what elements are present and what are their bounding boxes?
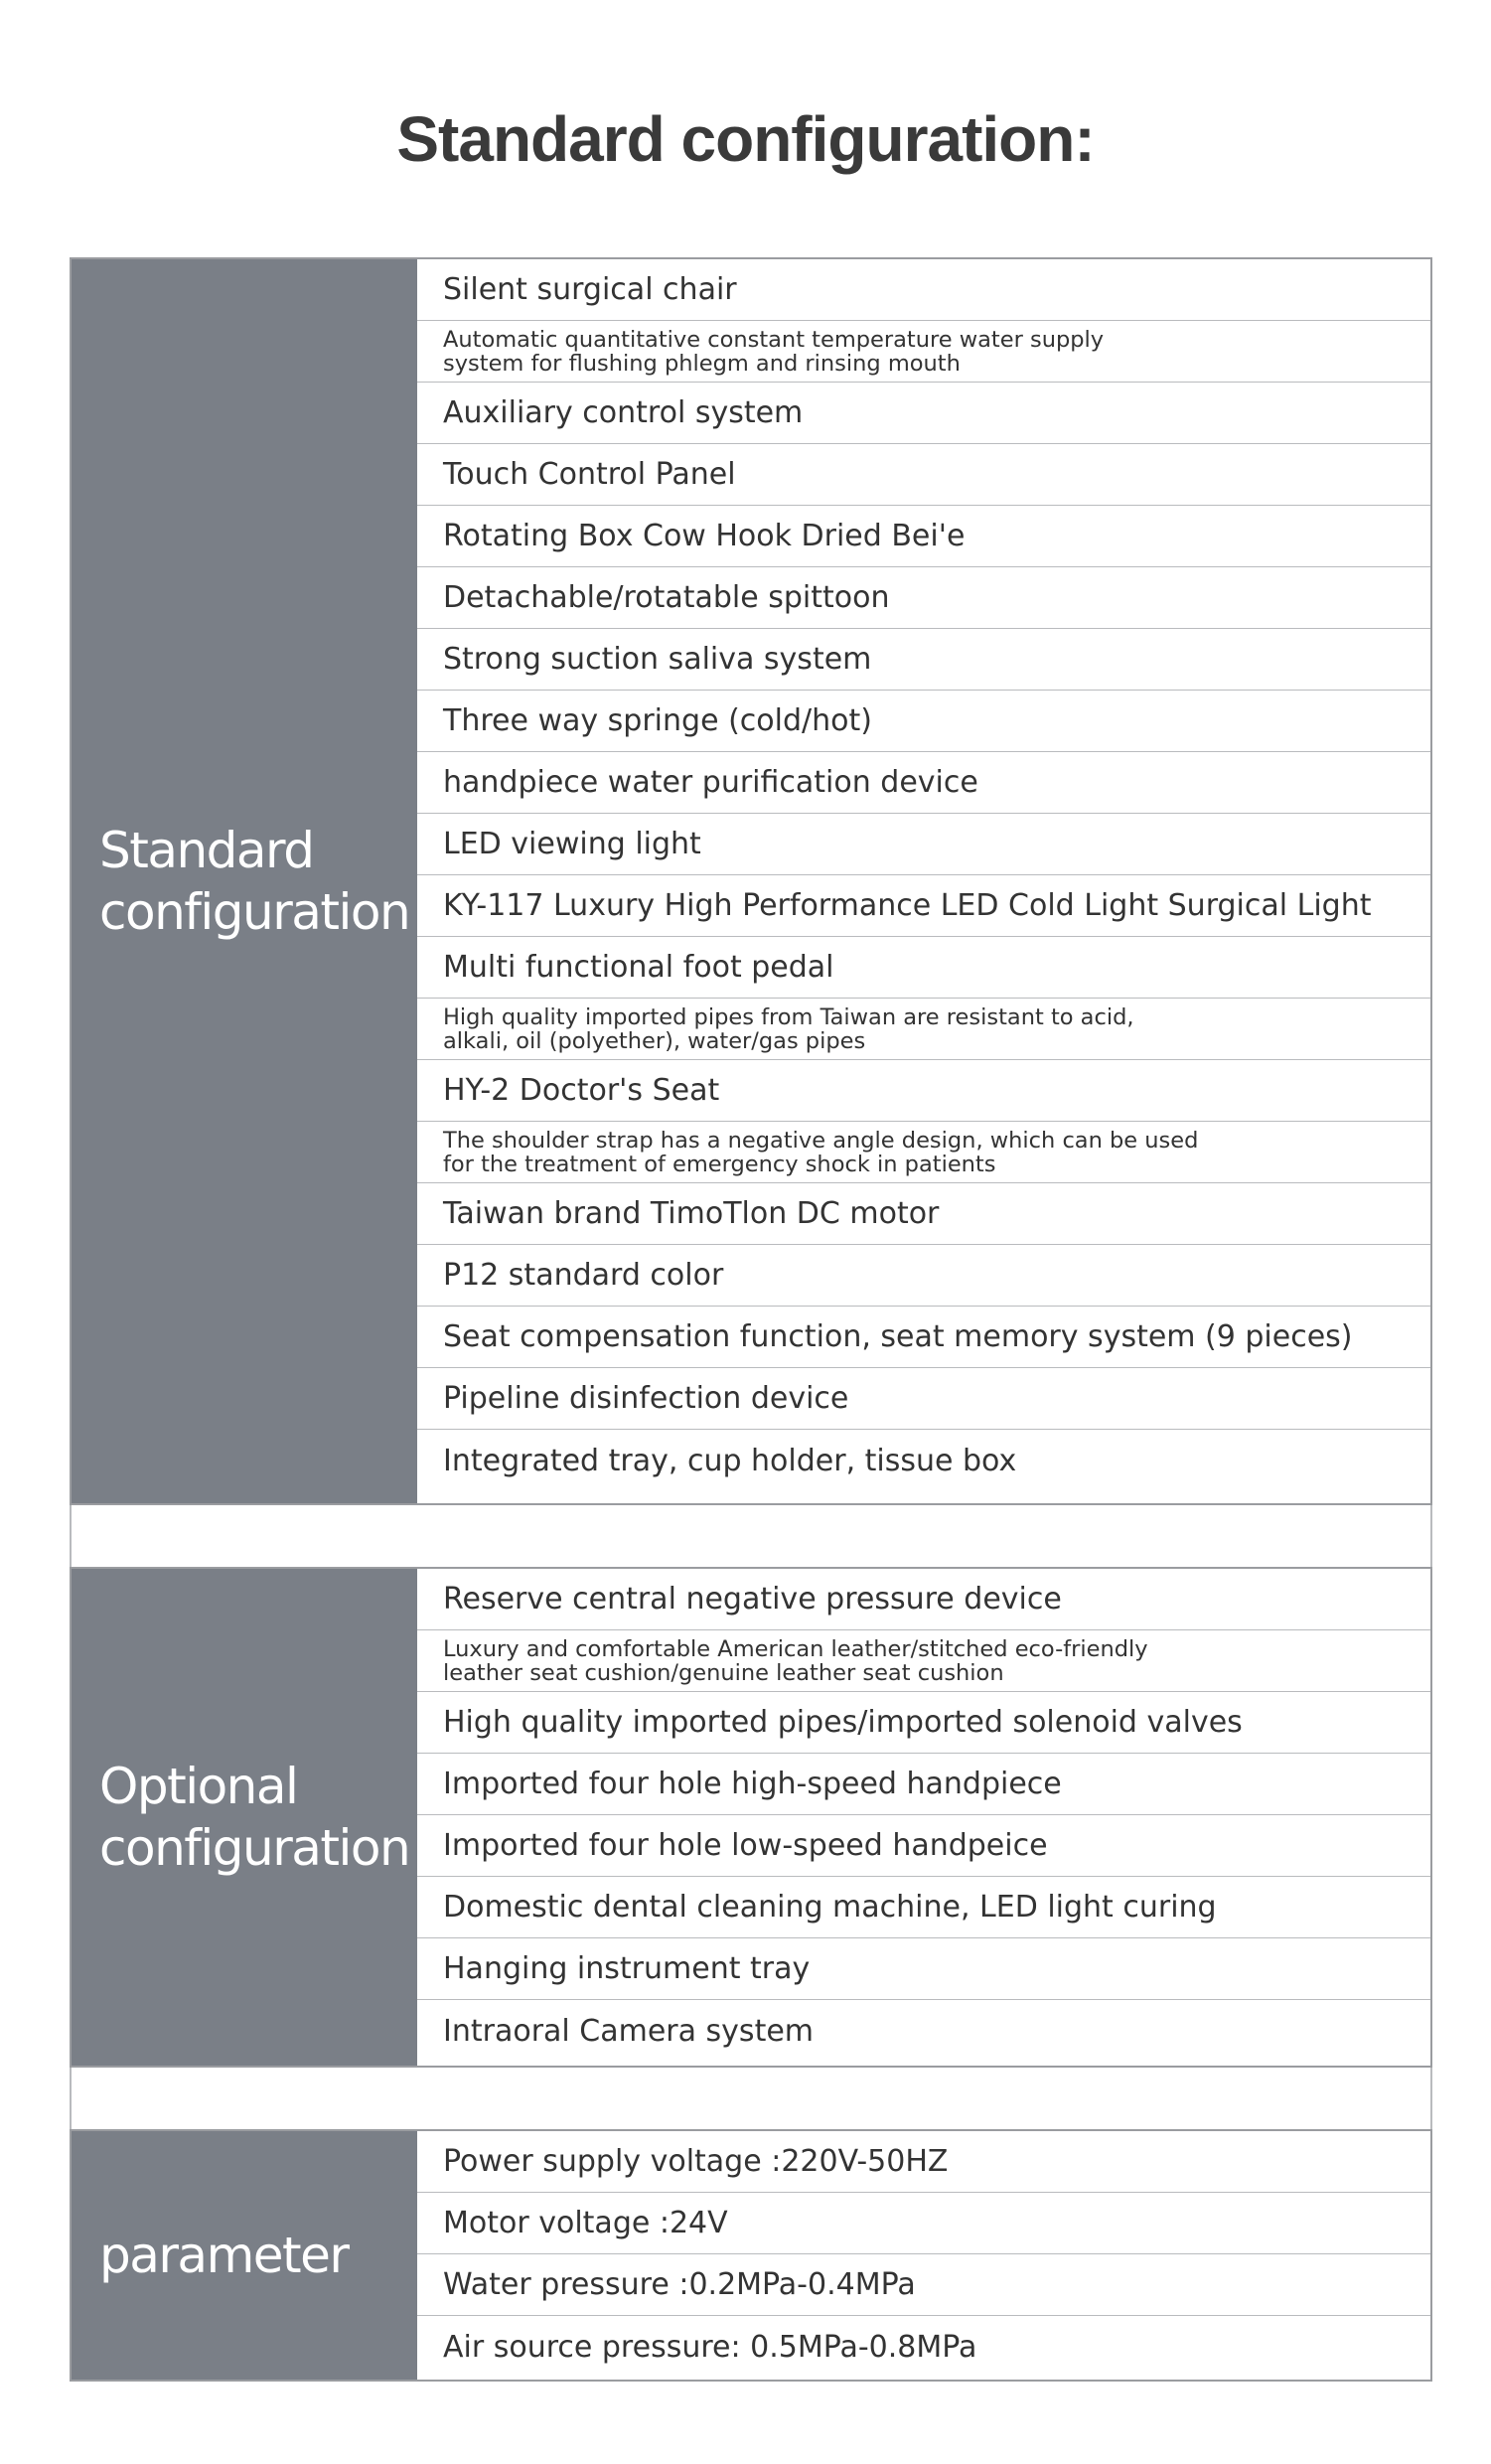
optional-configuration-section <box>70 1567 1432 2068</box>
table-row <box>417 1938 1430 2000</box>
parameter-items-list <box>417 2131 1430 2378</box>
standard-label-line2: configuration <box>99 883 410 941</box>
row-text: Three way springe (cold/hot) <box>443 703 872 738</box>
row-text-line: High quality imported pipes from Taiwan are resistant to acid, <box>443 1003 1134 1030</box>
row-text-line: Automatic quantitative constant temperature water supply <box>443 326 1105 353</box>
row-text: Hanging instrument tray <box>443 1951 811 1986</box>
row-text-line: Luxury and comfortable American leather/stitched eco-friendly <box>443 1635 1148 1662</box>
row-text: Integrated tray, cup holder, tissue box <box>443 1443 1017 1478</box>
table-row <box>417 2316 1430 2378</box>
row-text: Auxiliary control system <box>443 395 804 430</box>
row-text: Strong suction saliva system <box>443 642 872 677</box>
table-row <box>417 875 1430 937</box>
table-row <box>417 1692 1430 1754</box>
section-spacer <box>70 2068 1432 2129</box>
standard-items-list <box>417 259 1430 1491</box>
row-text: Seat compensation function, seat memory system (9 pieces) <box>443 1319 1353 1354</box>
row-text: LED viewing light <box>443 827 701 861</box>
standard-label-line1: Standard <box>99 822 314 879</box>
row-text: Air source pressure: 0.5MPa-0.8MPa <box>443 2329 977 2365</box>
row-text: handpiece water purification device <box>443 765 978 800</box>
table-row <box>417 321 1430 383</box>
row-text: KY-117 Luxury High Performance LED Cold Light Surgical Light <box>443 888 1372 923</box>
table-row <box>417 567 1430 629</box>
row-text-line: leather seat cushion/genuine leather seat cushion <box>443 1659 1004 1686</box>
table-row <box>417 1569 1430 1630</box>
table-row <box>417 2131 1430 2193</box>
row-text: P12 standard color <box>443 1258 724 1293</box>
table-row <box>417 1307 1430 1368</box>
row-text: Rotating Box Cow Hook Dried Bei'e <box>443 519 966 553</box>
table-row <box>417 383 1430 444</box>
row-text: Multi functional foot pedal <box>443 950 834 985</box>
table-row <box>417 2193 1430 2254</box>
row-text: Motor voltage :24V <box>443 2206 728 2240</box>
optional-label-line1: Optional <box>99 1758 298 1815</box>
row-text: Imported four hole low-speed handpeice <box>443 1828 1048 1863</box>
row-text-line: alkali, oil (polyether), water/gas pipes <box>443 1027 866 1054</box>
row-text-line: The shoulder strap has a negative angle design, which can be used <box>443 1127 1199 1154</box>
table-row <box>417 814 1430 875</box>
row-text: Intraoral Camera system <box>443 2013 815 2049</box>
row-text: Imported four hole high-speed handpiece <box>443 1767 1062 1801</box>
row-text: Silent surgical chair <box>443 272 737 307</box>
table-row <box>417 1122 1430 1183</box>
table-row <box>417 1430 1430 1491</box>
optional-label-line2: configuration <box>99 1819 410 1877</box>
row-text-line: system for flushing phlegm and rinsing mouth <box>443 350 961 377</box>
table-row <box>417 999 1430 1060</box>
table-row <box>417 506 1430 567</box>
table-row <box>417 259 1430 321</box>
row-text: Reserve central negative pressure device <box>443 1582 1062 1617</box>
row-text: Pipeline disinfection device <box>443 1381 849 1416</box>
parameter-section <box>70 2129 1432 2382</box>
row-text: Touch Control Panel <box>443 457 736 492</box>
row-text-line: for the treatment of emergency shock in patients <box>443 1151 996 1177</box>
row-text: Taiwan brand TimoTlon DC motor <box>443 1196 940 1231</box>
row-text: High quality imported pipes/imported solenoid valves <box>443 1705 1243 1740</box>
row-text: Domestic dental cleaning machine, LED light curing <box>443 1890 1217 1925</box>
table-row <box>417 937 1430 999</box>
table-row <box>417 1754 1430 1815</box>
table-row <box>417 444 1430 506</box>
table-row <box>417 691 1430 752</box>
standard-configuration-label <box>72 259 417 1503</box>
table-row <box>417 2254 1430 2316</box>
page-title: Standard configuration: <box>396 103 1095 175</box>
table-row <box>417 1630 1430 1692</box>
table-row <box>417 1368 1430 1430</box>
table-row <box>417 752 1430 814</box>
table-row <box>417 1060 1430 1122</box>
row-text: Water pressure :0.2MPa-0.4MPa <box>443 2267 916 2302</box>
table-row <box>417 1877 1430 1938</box>
table-row <box>417 2000 1430 2062</box>
optional-items-list <box>417 1569 1430 2062</box>
parameter-label-line1: parameter <box>99 2227 349 2284</box>
table-row <box>417 629 1430 691</box>
optional-configuration-label <box>72 1569 417 2066</box>
standard-configuration-section <box>70 257 1432 1505</box>
table-row <box>417 1245 1430 1307</box>
table-row <box>417 1183 1430 1245</box>
parameter-label <box>72 2131 417 2380</box>
row-text: Power supply voltage :220V-50HZ <box>443 2144 949 2179</box>
row-text: HY-2 Doctor's Seat <box>443 1073 720 1108</box>
section-spacer <box>70 1505 1432 1567</box>
row-text: Detachable/rotatable spittoon <box>443 580 890 615</box>
table-row <box>417 1815 1430 1877</box>
